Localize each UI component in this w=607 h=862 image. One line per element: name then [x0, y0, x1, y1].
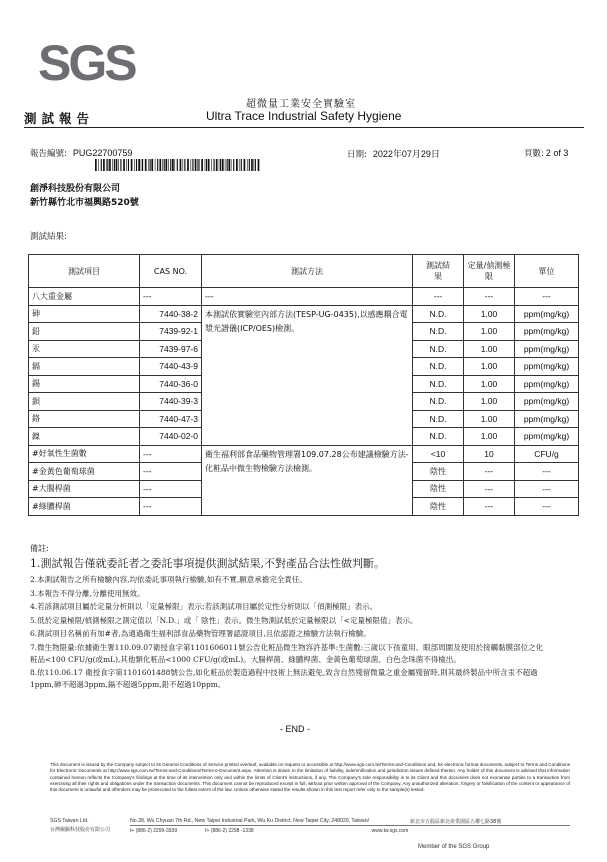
footer-contacts — [130, 828, 436, 834]
row-limit: 1.00 — [464, 340, 515, 358]
row-cas: 7440-43-9 — [140, 358, 202, 376]
row-result: N.D. — [413, 375, 464, 393]
row-limit: 1.00 — [464, 305, 515, 323]
row-result: 陰性 — [413, 498, 464, 516]
row-item: 鉛 — [29, 323, 140, 341]
row-unit: ppm(mg/kg) — [515, 428, 579, 446]
row-cas: --- — [140, 445, 202, 463]
report-date-value: 2022年07月29日 — [372, 149, 440, 159]
row-result: 陰性 — [413, 480, 464, 498]
notes-label: 備註: — [30, 544, 49, 553]
row-unit: ppm(mg/kg) — [515, 410, 579, 428]
header-item: 測試項目 — [29, 255, 140, 288]
header-cas: CAS NO. — [140, 255, 202, 288]
row-unit: --- — [515, 498, 579, 516]
row-cas: 7440-38-2 — [140, 305, 202, 323]
note-item: 3.本報告不得分離,分離使用無效。 — [30, 588, 145, 598]
row-limit: --- — [464, 463, 515, 481]
logo-text: SGS — [38, 35, 135, 91]
row-item: 鋇 — [29, 393, 140, 411]
row-unit: --- — [515, 480, 579, 498]
row-item: #好氧性生菌數 — [29, 445, 140, 463]
end-marker: - END - — [280, 724, 310, 734]
group-method: --- — [202, 288, 413, 306]
legal-disclaimer: This document is issued by the Company subject to its General Conditions of Service printed overleaf, available on request or accessible at http://www.sgs.com.tw/Terms-and-Conditions and, for electronic format documents, subject to Terms and Conditions for Electronic Documents at http://www.sgs.com.tw/Terms-and-Conditions/Terms-e-Document.aspx. Attention is drawn to the limitation of liability, indemnification and jurisdiction issues defined therein. Any holder of this document is advised that information contained hereon reflects the Company's findings at the time of its intervention only and within the limits of Client's instructions, if any. The Company's sole responsibility is to its Client and this document does not exonerate parties to a transaction from exercising all their rights and obligations under the transaction documents. This document cannot be reproduced except in full, without prior written approval of the Company. Any unauthorized alteration, forgery or falsification of the content or appearance of this document is unlawful and offenders may be prosecuted to the fullest extent of the law. Unless otherwise stated the results shown in this test report refer only to the sample(s) tested. — [50, 762, 570, 793]
header-unit: 單位 — [515, 255, 579, 288]
metals-method: 本測試依實驗室內部方法(TESP-UG-0435),以感應耦合電漿光譜儀(ICP/OES)檢測。 — [202, 305, 413, 445]
table-row — [29, 445, 579, 463]
footer-fax: f+ (886-2) 2298 -1338 — [205, 828, 254, 834]
client-name: 創淨科技股份有限公司 — [30, 184, 121, 194]
header-result: 測試結果 — [413, 255, 464, 288]
report-number-label: 報告編號: — [30, 149, 67, 159]
row-result: N.D. — [413, 340, 464, 358]
row-cas: --- — [140, 463, 202, 481]
report-date — [347, 147, 440, 160]
header-limit: 定量/偵測極限 — [464, 255, 515, 288]
footer-company-en: SGS Taiwan Ltd. — [50, 818, 89, 824]
row-result: <10 — [413, 445, 464, 463]
lab-name-en: Ultra Trace Industrial Safety Hygiene — [206, 109, 402, 123]
table-row — [29, 305, 579, 323]
row-cas: 7440-47-3 — [140, 410, 202, 428]
row-limit: 10 — [464, 445, 515, 463]
page-number-label: 頁數: — [524, 149, 544, 159]
page-number — [524, 147, 568, 159]
footer-divider — [130, 825, 570, 826]
footer-company-zh: 台灣檢驗科技股份有限公司 — [50, 827, 111, 833]
row-limit: 1.00 — [464, 358, 515, 376]
row-limit: --- — [464, 480, 515, 498]
row-item: 錫 — [29, 375, 140, 393]
row-cas: 7440-39-3 — [140, 393, 202, 411]
row-unit: ppm(mg/kg) — [515, 393, 579, 411]
row-result: N.D. — [413, 410, 464, 428]
note-item: 6.測試項目名稱前有加#者,為通過衛生福利部食品藥物管理署認證項目,且依認證之檢驗方法執行檢驗。 — [30, 629, 371, 638]
row-item: 鎳 — [29, 428, 140, 446]
row-unit: CFU/g — [515, 445, 579, 463]
row-limit: 1.00 — [464, 410, 515, 428]
row-limit: 1.00 — [464, 428, 515, 446]
note-item: 7.微生物限量:依據衛生署110.09.07衛授食字第1101606011號公告化粧品微生物容許基準:生菌數:三歲以下孩童用、眼部周圍及使用於接觸黏膜部位之化粧品<100 CFU/g(或mL),其他類化粧品<1000 CFU/g(或mL)。大腸桿菌、綠膿桿菌、金黃色葡萄球菌、白色念珠菌不得檢出。 — [30, 642, 544, 664]
micro-method: 衛生福利部食品藥物管理署109.07.28公布建議檢驗方法-化粧品中微生物檢驗方法檢測。 — [202, 445, 413, 515]
table-header-row — [29, 255, 579, 288]
lab-name-zh: 超微量工業安全實驗室 — [246, 99, 356, 110]
row-item: #金黃色葡萄球菌 — [29, 463, 140, 481]
footer-web-link[interactable]: www.tw.sgs.com — [371, 828, 409, 834]
client-address: 新竹縣竹北市福興路520號 — [30, 198, 139, 208]
note-item: 5.低於定量極限/偵測極限之測定值以「N.D.」或「 陰性」表示。微生物測試低於定量極限以「<定量極限值」表示。 — [30, 615, 418, 625]
row-result: N.D. — [413, 323, 464, 341]
notes-list — [30, 556, 590, 693]
row-cas: 7440-02-0 — [140, 428, 202, 446]
row-result: N.D. — [413, 358, 464, 376]
row-item: 鎘 — [29, 358, 140, 376]
report-number-value: PUG22700759 — [72, 148, 133, 158]
row-unit: ppm(mg/kg) — [515, 340, 579, 358]
group-limit: --- — [464, 288, 515, 306]
row-cas: 7439-92-1 — [140, 323, 202, 341]
row-limit: 1.00 — [464, 375, 515, 393]
row-limit: 1.00 — [464, 323, 515, 341]
row-cas: --- — [140, 498, 202, 516]
footer-phone: t+ (886-2) 2299-3939 — [130, 828, 178, 834]
note-item: 8.依110.06.17 衛授食字第1101601488號公告,如化粧品於製造過程中技術上無法避免,致含自然殘留微量之重金屬殘留時,則其最終製品中所含汞不超過1ppm,砷不超過3ppm,鎘不超過5ppm,鉛不超過10ppm。 — [30, 668, 538, 689]
page-number-value: 2 of 3 — [545, 148, 569, 158]
row-item: 汞 — [29, 340, 140, 358]
footer-address-zh: 新北市五股區新北產業園區五權七路38號 — [410, 819, 502, 825]
row-cas: 7439-97-6 — [140, 340, 202, 358]
row-item: #大腸桿菌 — [29, 480, 140, 498]
report-number — [30, 147, 132, 159]
row-result: N.D. — [413, 393, 464, 411]
client-block — [30, 182, 139, 210]
barcode — [95, 159, 260, 171]
sgs-logo — [38, 35, 135, 95]
results-label: 測試結果: — [30, 232, 67, 242]
report-date-label: 日期: — [347, 150, 367, 160]
row-cas: --- — [140, 480, 202, 498]
row-unit: --- — [515, 463, 579, 481]
row-result: N.D. — [413, 428, 464, 446]
member-of-sgs-group: Member of the SGS Group — [418, 844, 490, 850]
group-cas: --- — [140, 288, 202, 306]
row-result: N.D. — [413, 305, 464, 323]
header-method: 測試方法 — [202, 255, 413, 288]
report-title: 測試報告 — [24, 111, 95, 126]
note-item: 4.若該測試項目屬於定量分析則以「定量極限」表示;若該測試項目屬於定性分析則以「偵測極限」表示。 — [30, 602, 378, 611]
results-table — [28, 254, 579, 516]
group-item: 八大重金屬 — [29, 288, 140, 306]
row-unit: ppm(mg/kg) — [515, 358, 579, 376]
row-unit: ppm(mg/kg) — [515, 305, 579, 323]
group-unit: --- — [515, 288, 579, 306]
row-unit: ppm(mg/kg) — [515, 375, 579, 393]
group-result: --- — [413, 288, 464, 306]
header-divider — [24, 127, 584, 128]
note-item: 2.本測試報告之所有檢驗內容,均依委託事項執行檢驗,如有不實,願意承擔完全責任。 — [30, 575, 307, 584]
note-item: 1.測試報告僅就委託者之委託事項提供測試結果,不對產品合法性做判斷。 — [30, 557, 385, 570]
table-row-group — [29, 288, 579, 306]
row-limit: --- — [464, 498, 515, 516]
row-result: 陰性 — [413, 463, 464, 481]
row-item: #綠膿桿菌 — [29, 498, 140, 516]
row-cas: 7440-36-0 — [140, 375, 202, 393]
row-item: 砷 — [29, 305, 140, 323]
row-limit: 1.00 — [464, 393, 515, 411]
row-unit: ppm(mg/kg) — [515, 323, 579, 341]
footer-address-en: No.38, Wu Chyuan 7th Rd., New Taipei Industrial Park, Wu Ku District, New Taipei City, 248020, Taiwan/ — [130, 818, 370, 824]
row-item: 鉻 — [29, 410, 140, 428]
